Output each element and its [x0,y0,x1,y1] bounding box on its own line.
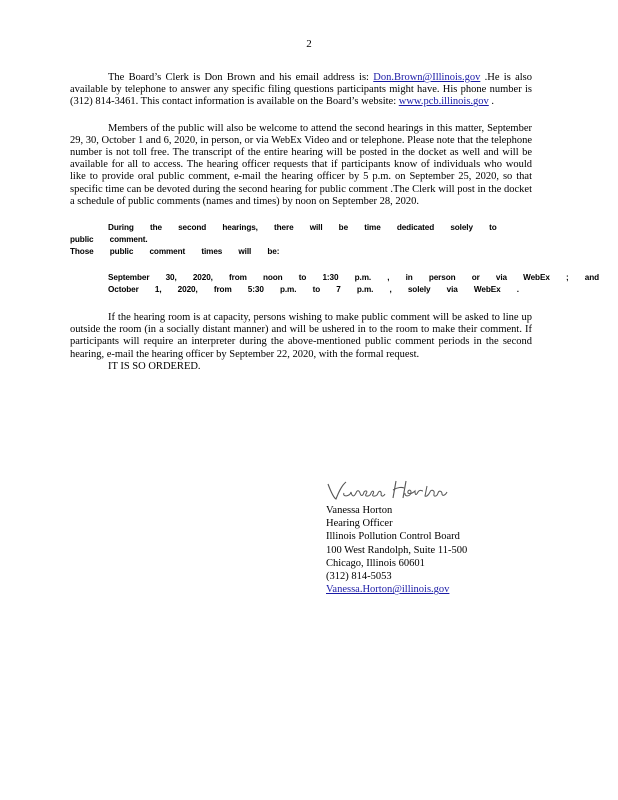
signer-title: Hearing Officer [326,518,393,530]
order-body [70,72,600,373]
signer-email-link[interactable]: Vanessa.Horton@illinois.gov [326,584,450,596]
clerk-text-3: . [488,96,495,108]
address-line-2: Chicago, Illinois 60601 [326,557,425,569]
signer-name: Vanessa Horton [326,505,393,516]
comment-times-line: Those public comment times will be: [70,247,280,257]
handwritten-signature [326,478,450,502]
capacity-paragraph: If the hearing room is at capacity, persons wishing to make public comment will be asked to line up outside the room (in a socially distant manner) and will be ushered in to the room to make their comment. If participants will require an interpreter during the above-mentioned public comment periods in the second hearing, e-mail the hearing officer by September 22, 2020, with the formal request. [70,312,532,360]
schedule-item: October 1, 2020, from 5:30 p.m. to 7 p.m. , solely via WebEx . [108,285,519,295]
address-line-1: 100 West Randolph, Suite 11-500 [326,544,468,556]
page-number: 2 [306,38,312,50]
signer-organization: Illinois Pollution Control Board [326,531,460,543]
public-comment-notice [70,222,600,296]
public-hearing-paragraph: Members of the public will also be welcome to attend the second hearings in this matter, September 29, 30, October 1 and 6, 2020, in person, or via WebEx Video and or telephone. Please note that the telephone number is not toll free. The transcript of the entire hearing will be posted in the docket as well and will be available for all to access. The hearing officer requests that if participants know of individuals who would like to provide oral public comment, e-mail the hearing officer by 5 p.m. on September 25, 2020, so that specific time can be devoted during the second hearing for public comment .The Clerk will post in the docket a schedule of public comments (names and times) by noon on September 28, 2020. [70,122,532,207]
signer-phone: (312) 814-5053 [326,571,392,583]
clerk-contact-paragraph [70,72,532,109]
schedule-item: September 30, 2020, from noon to 1:30 p.m. , in person or via WebEx ; and [108,273,600,283]
clerk-text-1: The Board’s Clerk is Don Brown and his email address is: [108,72,374,83]
clerk-email-link[interactable]: Don.Brown@Illinois.gov [373,72,481,83]
comment-schedule [70,272,600,296]
board-website-link[interactable]: www.pcb.illinois.gov [398,96,489,108]
so-ordered-line: IT IS SO ORDERED. [108,360,201,372]
clerk-text-2: .He is also available by telephone to answer any specific filing questions participants might have. His phone number is (312) 814-3461. This contact information is available on the Board’s website: [70,72,532,108]
dedicated-time-line: During the second hearings, there will be time dedicated solely to public comment. [70,223,497,245]
signature-block [326,478,467,596]
